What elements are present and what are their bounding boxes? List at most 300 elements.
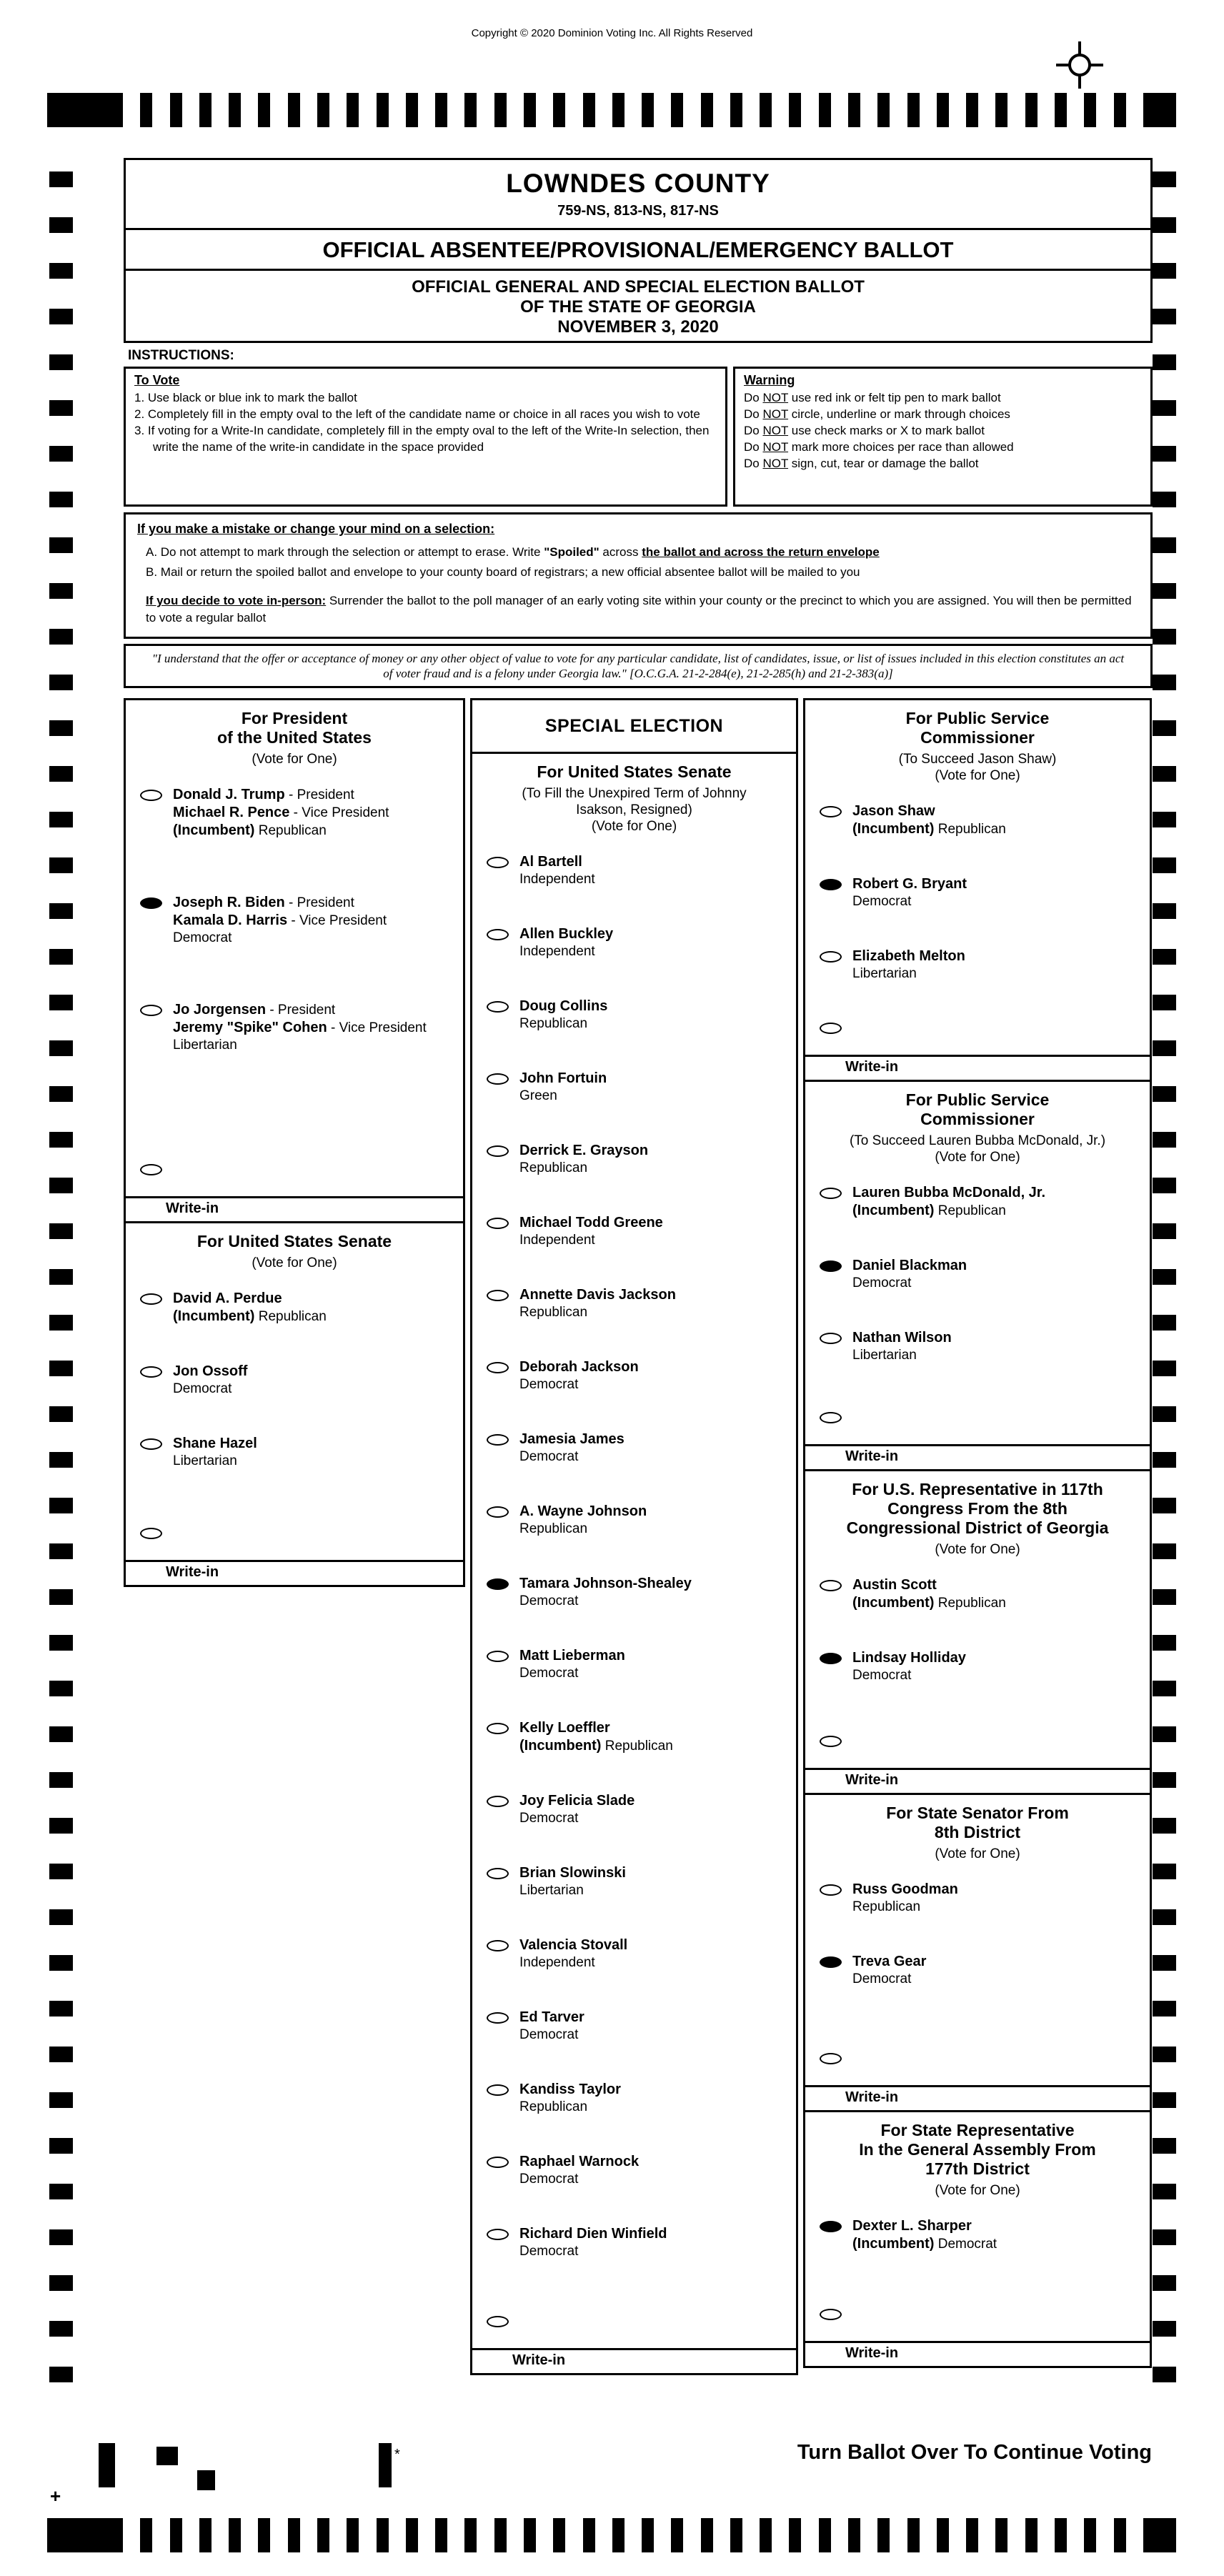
candidate-row	[805, 948, 1150, 983]
candidate-row	[472, 998, 796, 1033]
write-in-oval-row	[472, 2316, 796, 2331]
timing-mark	[377, 93, 389, 127]
contest-subtitle	[805, 2182, 1150, 2199]
candidate-text	[852, 1576, 1006, 1612]
timing-mark	[229, 2518, 241, 2552]
timing-mark	[49, 1726, 73, 1742]
candidate-line: Jason Shaw	[852, 803, 935, 819]
to-vote-title: To Vote	[134, 373, 180, 387]
candidate-line: Republican	[519, 1160, 588, 1175]
contest-title-line: 8th District	[934, 1823, 1021, 1841]
candidate-line: Lauren Bubba McDonald, Jr.	[852, 1185, 1046, 1200]
timing-marks-bottom	[47, 2518, 1176, 2552]
timing-mark	[1153, 1178, 1176, 1193]
ballot-column-3	[803, 698, 1152, 2368]
timing-mark	[819, 93, 831, 127]
write-in-line[interactable]	[805, 2341, 1150, 2343]
candidate-line: Democrat	[852, 1275, 912, 1291]
ballot-oval[interactable]	[487, 2084, 509, 2096]
timing-mark	[49, 949, 73, 965]
candidate-line: Austin Scott	[852, 1577, 937, 1593]
timing-mark	[49, 217, 73, 233]
timing-mark	[907, 2518, 920, 2552]
candidate-text	[519, 1070, 607, 1105]
candidate-row	[472, 1647, 796, 1682]
write-in-oval[interactable]	[820, 1736, 842, 1747]
candidate-text	[173, 1001, 427, 1054]
contest-subtitle-line: (Vote for One)	[591, 819, 677, 834]
timing-mark	[819, 2518, 831, 2552]
candidate-text	[852, 1953, 926, 1988]
write-in-oval[interactable]	[487, 2316, 509, 2327]
candidate-line: Democrat	[519, 1593, 579, 1608]
candidate-line: Libertarian	[519, 1883, 584, 1898]
county-header-box	[124, 158, 1153, 230]
ballot-column-2	[470, 698, 798, 2375]
timing-mark	[199, 93, 212, 127]
candidate-row	[472, 2153, 796, 2188]
timing-mark	[1153, 995, 1176, 1010]
candidate-text	[519, 1719, 673, 1755]
timing-mark	[1153, 1315, 1176, 1331]
write-in-line[interactable]	[805, 1055, 1150, 1057]
warning-instruction-item: Do NOT use check marks or X to mark ballot	[744, 424, 985, 437]
candidate-line: Jo Jorgensen - President	[173, 1002, 336, 1018]
timing-mark	[1153, 766, 1176, 782]
timing-mark	[789, 2518, 801, 2552]
candidate-row	[472, 1503, 796, 1538]
write-in-oval[interactable]	[820, 1023, 842, 1034]
timing-mark	[1153, 2047, 1176, 2062]
ballot-oval[interactable]	[820, 1884, 842, 1896]
candidate-line: (Incumbent) Republican	[173, 1308, 327, 1324]
timing-mark	[1153, 1909, 1176, 1925]
timing-mark	[49, 1864, 73, 1879]
timing-mark	[1153, 1269, 1176, 1285]
timing-mark	[848, 2518, 860, 2552]
timing-mark	[49, 1909, 73, 1925]
candidate-line: Libertarian	[852, 1348, 917, 1363]
ballot-oval[interactable]	[487, 1651, 509, 1662]
contest-subtitle-line: (To Fill the Unexpired Term of Johnny	[522, 786, 747, 801]
candidate-line: Kelly Loeffler	[519, 1720, 610, 1736]
timing-mark	[760, 93, 772, 127]
candidate-line: Shane Hazel	[173, 1436, 257, 1451]
timing-mark	[464, 93, 477, 127]
timing-mark	[1153, 492, 1176, 507]
candidate-line: Michael Todd Greene	[519, 1215, 663, 1230]
timing-mark	[1153, 2367, 1176, 2382]
timing-mark	[1153, 1132, 1176, 1148]
candidate-line: Tamara Johnson-Shealey	[519, 1576, 692, 1591]
candidate-line: Derrick E. Grayson	[519, 1143, 649, 1158]
candidate-text	[519, 1214, 663, 1249]
contest-title	[805, 2121, 1150, 2179]
candidate-text	[519, 1936, 627, 1971]
election-title-box	[124, 269, 1153, 343]
contest-title-line: 177th District	[925, 2159, 1030, 2178]
candidate-line: Libertarian	[173, 1453, 237, 1468]
candidate-text	[519, 2153, 639, 2188]
scanner-mark	[156, 2447, 178, 2465]
to-vote-instruction-item: 2. Completely fill in the empty oval to the left of the candidate name or choice in all races you wish to vote	[134, 407, 700, 421]
timing-mark	[49, 995, 73, 1010]
timing-mark	[1153, 400, 1176, 416]
contest-title-line: Congressional District of Georgia	[846, 1518, 1109, 1537]
ballot-oval[interactable]	[487, 2012, 509, 2024]
timing-mark	[347, 2518, 359, 2552]
to-vote-instruction-item: 1. Use black or blue ink to mark the ballot	[134, 391, 357, 404]
ballot-oval[interactable]	[140, 790, 162, 801]
candidate-line: Matt Lieberman	[519, 1648, 625, 1664]
contest-president	[124, 698, 465, 1223]
timing-mark	[1153, 2001, 1176, 2016]
timing-mark	[1153, 629, 1176, 645]
ballot-oval[interactable]	[487, 1940, 509, 1951]
candidate-row	[472, 2009, 796, 2044]
ballot-oval[interactable]	[140, 1366, 162, 1378]
candidate-row	[805, 1881, 1150, 1916]
ballot-oval[interactable]	[487, 929, 509, 940]
timing-mark	[671, 2518, 683, 2552]
ballot-oval[interactable]	[487, 2229, 509, 2240]
candidate-text	[852, 875, 967, 910]
in-person-instructions	[137, 592, 1139, 627]
candidate-text	[852, 1881, 958, 1916]
ballot-oval[interactable]	[487, 1796, 509, 1807]
write-in-oval[interactable]	[820, 1412, 842, 1423]
candidate-text	[519, 1358, 639, 1393]
timing-mark	[937, 93, 949, 127]
timing-mark	[642, 2518, 654, 2552]
timing-mark	[583, 2518, 595, 2552]
candidate-text	[173, 1290, 327, 1326]
warning-instruction-item: Do NOT sign, cut, tear or damage the ballot	[744, 457, 979, 470]
timing-mark	[1153, 446, 1176, 462]
contest-title	[805, 1090, 1150, 1129]
ballot-oval[interactable]	[487, 2157, 509, 2168]
timing-mark	[49, 354, 73, 370]
timing-mark	[49, 2321, 73, 2337]
candidate-line: Libertarian	[852, 966, 917, 981]
ballot-oval-filled[interactable]	[820, 1956, 842, 1968]
timing-mark	[1153, 354, 1176, 370]
county-name: LOWNDES COUNTY	[506, 169, 770, 198]
timing-mark	[317, 2518, 329, 2552]
ballot-oval[interactable]	[487, 1218, 509, 1229]
write-in-section	[472, 2316, 796, 2373]
timing-mark	[49, 720, 73, 736]
timing-mark	[995, 93, 1007, 127]
contest-title-line: For U.S. Representative in 117th	[852, 1480, 1103, 1498]
mistake-a-text: A. Do not attempt to mark through the selection or attempt to erase. Write	[146, 545, 544, 559]
timing-mark	[1153, 1864, 1176, 1879]
write-in-section	[805, 1023, 1150, 1080]
timing-mark	[49, 1955, 73, 1971]
special-election-header: SPECIAL ELECTION	[470, 698, 798, 754]
candidate-line: Green	[519, 1088, 557, 1103]
timing-mark	[406, 2518, 418, 2552]
candidate-row	[472, 1936, 796, 1971]
candidate-line: Russ Goodman	[852, 1881, 958, 1897]
timing-mark	[49, 446, 73, 462]
candidate-line: Al Bartell	[519, 854, 582, 870]
ballot-oval[interactable]	[820, 806, 842, 817]
candidate-line: Dexter L. Sharper	[852, 2218, 972, 2234]
write-in-section	[126, 1164, 463, 1221]
ballot-oval-filled[interactable]	[140, 897, 162, 909]
candidate-text	[519, 2009, 584, 2044]
timing-mark	[1153, 2184, 1176, 2199]
contest-title-line: For President	[241, 709, 348, 727]
candidate-line: Republican	[519, 1305, 588, 1320]
candidate-line: Democrat	[173, 930, 232, 945]
candidate-row	[805, 1184, 1150, 1220]
timing-mark	[524, 93, 536, 127]
timing-mark	[966, 2518, 978, 2552]
candidate-row	[126, 894, 463, 947]
mistake-a-envelope: the ballot and across the return envelope	[642, 545, 880, 559]
timing-mark	[524, 2518, 536, 2552]
timing-mark	[49, 857, 73, 873]
candidate-row	[805, 1649, 1150, 1684]
copyright-text: Copyright © 2020 Dominion Voting Inc. All Rights Reserved	[471, 27, 753, 39]
candidate-line: (Incumbent) Republican	[852, 1595, 1006, 1611]
write-in-oval-row	[126, 1528, 463, 1543]
write-in-oval[interactable]	[140, 1164, 162, 1175]
in-person-text: Surrender the ballot to the poll manager of an early voting site within your county or the precinct to which you are assigned. You will then be permitted to vote a regular ballot	[146, 594, 1132, 625]
timing-mark	[848, 93, 860, 127]
timing-mark	[701, 93, 713, 127]
write-in-line[interactable]	[805, 2085, 1150, 2087]
ballot-oval[interactable]	[487, 1723, 509, 1734]
timing-mark	[49, 1361, 73, 1376]
candidate-row	[805, 1953, 1150, 1988]
timing-mark	[1153, 1681, 1176, 1696]
ballot-oval-filled[interactable]	[820, 2221, 842, 2232]
candidate-row	[472, 1142, 796, 1177]
candidate-row	[472, 1792, 796, 1827]
ballot-oval[interactable]	[487, 857, 509, 868]
candidate-row	[805, 875, 1150, 910]
plus-mark: +	[50, 2485, 61, 2507]
ballot-oval[interactable]	[487, 1362, 509, 1373]
contest-subtitle	[472, 785, 796, 835]
write-in-line[interactable]	[126, 1560, 463, 1562]
write-in-oval[interactable]	[820, 2053, 842, 2064]
candidate-line: (Incumbent) Republican	[852, 1203, 1006, 1218]
candidate-row	[126, 1435, 463, 1470]
timing-mark	[1084, 2518, 1096, 2552]
timing-mark	[49, 537, 73, 553]
candidate-line: (Incumbent) Democrat	[852, 2236, 997, 2252]
candidate-row	[126, 1290, 463, 1326]
timing-mark	[1153, 2321, 1176, 2337]
timing-mark	[49, 629, 73, 645]
ballot-body	[124, 158, 1153, 2375]
timing-mark	[49, 766, 73, 782]
timing-mark	[1153, 1635, 1176, 1651]
scanner-mark	[379, 2443, 392, 2487]
timing-mark	[612, 2518, 625, 2552]
ballot-oval[interactable]	[487, 1506, 509, 1518]
ballot-oval[interactable]	[820, 1333, 842, 1344]
ballot-oval-filled[interactable]	[487, 1578, 509, 1590]
timing-mark	[1153, 903, 1176, 919]
timing-mark	[494, 93, 507, 127]
timing-mark	[170, 93, 182, 127]
timing-mark	[406, 93, 418, 127]
contest-title-line: For State Representative	[880, 2121, 1075, 2139]
write-in-label: Write-in	[845, 1059, 899, 1075]
candidate-line: Kandiss Taylor	[519, 2082, 621, 2097]
timing-mark	[1153, 309, 1176, 324]
warning-items	[744, 389, 1142, 472]
timing-mark	[1114, 2518, 1126, 2552]
scanner-mark	[197, 2470, 215, 2490]
timing-mark	[553, 2518, 565, 2552]
candidate-row	[805, 1329, 1150, 1364]
asterisk-mark: *	[394, 2447, 400, 2462]
timing-mark	[49, 2092, 73, 2108]
ballot-oval[interactable]	[140, 1005, 162, 1016]
mistake-title: If you make a mistake or change your mind on a selection:	[137, 522, 495, 536]
timing-mark	[494, 2518, 507, 2552]
candidate-line: Democrat	[519, 2172, 579, 2187]
write-in-line[interactable]	[805, 1768, 1150, 1770]
candidate-line: David A. Perdue	[173, 1291, 282, 1306]
ballot-oval[interactable]	[140, 1438, 162, 1450]
write-in-oval[interactable]	[140, 1528, 162, 1539]
timing-mark	[49, 1818, 73, 1834]
write-in-oval-row	[805, 1023, 1150, 1038]
timing-mark	[1025, 2518, 1038, 2552]
timing-mark	[1153, 812, 1176, 827]
contest-title	[472, 762, 796, 782]
write-in-section	[805, 2053, 1150, 2110]
contest-us-senate-special	[470, 752, 798, 2375]
candidate-text	[852, 1649, 966, 1684]
write-in-oval[interactable]	[820, 2309, 842, 2320]
ballot-oval[interactable]	[487, 1145, 509, 1157]
contest-subtitle-line: (Vote for One)	[252, 1255, 337, 1270]
warning-title: Warning	[744, 373, 795, 387]
candidate-text	[519, 1286, 676, 1321]
candidate-line: Democrat	[519, 2244, 579, 2259]
candidate-line: Democrat	[519, 1377, 579, 1392]
warning-instruction-item: Do NOT mark more choices per race than allowed	[744, 440, 1014, 454]
ballot-oval[interactable]	[487, 1290, 509, 1301]
ballot-oval[interactable]	[487, 1868, 509, 1879]
mistake-a-spoiled: "Spoiled"	[544, 545, 599, 559]
timing-mark	[1153, 2275, 1176, 2291]
ballot-oval[interactable]	[487, 1001, 509, 1013]
timing-mark	[877, 2518, 890, 2552]
to-vote-items	[134, 389, 717, 455]
timing-mark	[1025, 93, 1038, 127]
write-in-oval-row	[805, 1412, 1150, 1427]
candidate-line: Valencia Stovall	[519, 1937, 628, 1953]
write-in-line[interactable]	[805, 1444, 1150, 1446]
timing-mark	[49, 675, 73, 690]
timing-mark	[1153, 263, 1176, 279]
write-in-line[interactable]	[472, 2348, 796, 2350]
timing-mark	[49, 1681, 73, 1696]
timing-mark	[49, 492, 73, 507]
ballot-oval-filled[interactable]	[820, 1260, 842, 1272]
contest-title-line: Commissioner	[920, 1110, 1035, 1128]
to-vote-box	[124, 367, 727, 507]
instructions-label: INSTRUCTIONS:	[128, 348, 234, 363]
ballot-oval[interactable]	[140, 1293, 162, 1305]
ballot-oval[interactable]	[820, 1188, 842, 1199]
contest-subtitle	[805, 1133, 1150, 1165]
candidate-line: Independent	[519, 1233, 595, 1248]
instructions-row	[124, 367, 1153, 507]
write-in-label: Write-in	[166, 1564, 219, 1580]
contest-subtitle	[126, 751, 463, 767]
timing-mark	[1153, 537, 1176, 553]
timing-mark	[937, 2518, 949, 2552]
candidate-line: Joseph R. Biden - President	[173, 895, 354, 910]
ballot-oval[interactable]	[820, 951, 842, 963]
contest-title-line: Congress From the 8th	[887, 1499, 1068, 1518]
timing-mark	[49, 812, 73, 827]
timing-mark	[1153, 583, 1176, 599]
timing-mark	[1153, 857, 1176, 873]
timing-mark	[49, 1635, 73, 1651]
timing-mark	[730, 93, 742, 127]
ballot-oval-filled[interactable]	[820, 1653, 842, 1664]
write-in-line[interactable]	[126, 1196, 463, 1198]
timing-mark	[49, 2275, 73, 2291]
contest-title	[126, 709, 463, 747]
precinct-codes: 759-NS, 813-NS, 817-NS	[557, 203, 719, 219]
timing-mark	[1153, 675, 1176, 690]
timing-mark	[1084, 93, 1096, 127]
timing-mark	[1153, 2092, 1176, 2108]
ballot-oval[interactable]	[487, 1073, 509, 1085]
candidate-row	[805, 1257, 1150, 1292]
contest-psc-succeed-shaw	[803, 698, 1152, 1082]
timing-mark	[789, 93, 801, 127]
candidate-line: (Incumbent) Republican	[852, 821, 1006, 837]
ballot-oval[interactable]	[487, 1434, 509, 1446]
contest-subtitle	[805, 751, 1150, 784]
candidate-line: Allen Buckley	[519, 926, 614, 942]
candidate-line: Donald J. Trump - President	[173, 787, 354, 802]
warning-box	[733, 367, 1153, 507]
timing-mark	[49, 400, 73, 416]
timing-mark	[49, 583, 73, 599]
timing-mark	[1153, 1498, 1176, 1513]
timing-mark	[464, 2518, 477, 2552]
contest-title-line: For Public Service	[905, 709, 1050, 727]
timing-mark	[49, 1452, 73, 1468]
ballot-oval[interactable]	[820, 1580, 842, 1591]
candidate-line: Democrat	[519, 2027, 579, 2042]
contest-subtitle	[126, 1255, 463, 1271]
candidate-line: Democrat	[852, 1971, 912, 1986]
timing-mark	[47, 2518, 123, 2552]
contest-title-line: Commissioner	[920, 728, 1035, 747]
contest-area	[124, 698, 1153, 2375]
timing-mark	[258, 2518, 270, 2552]
warning-instruction-item: Do NOT circle, underline or mark through choices	[744, 407, 1010, 421]
timing-mark	[49, 1589, 73, 1605]
contest-subtitle-line: (Vote for One)	[935, 1846, 1020, 1861]
ballot-oval-filled[interactable]	[820, 879, 842, 890]
